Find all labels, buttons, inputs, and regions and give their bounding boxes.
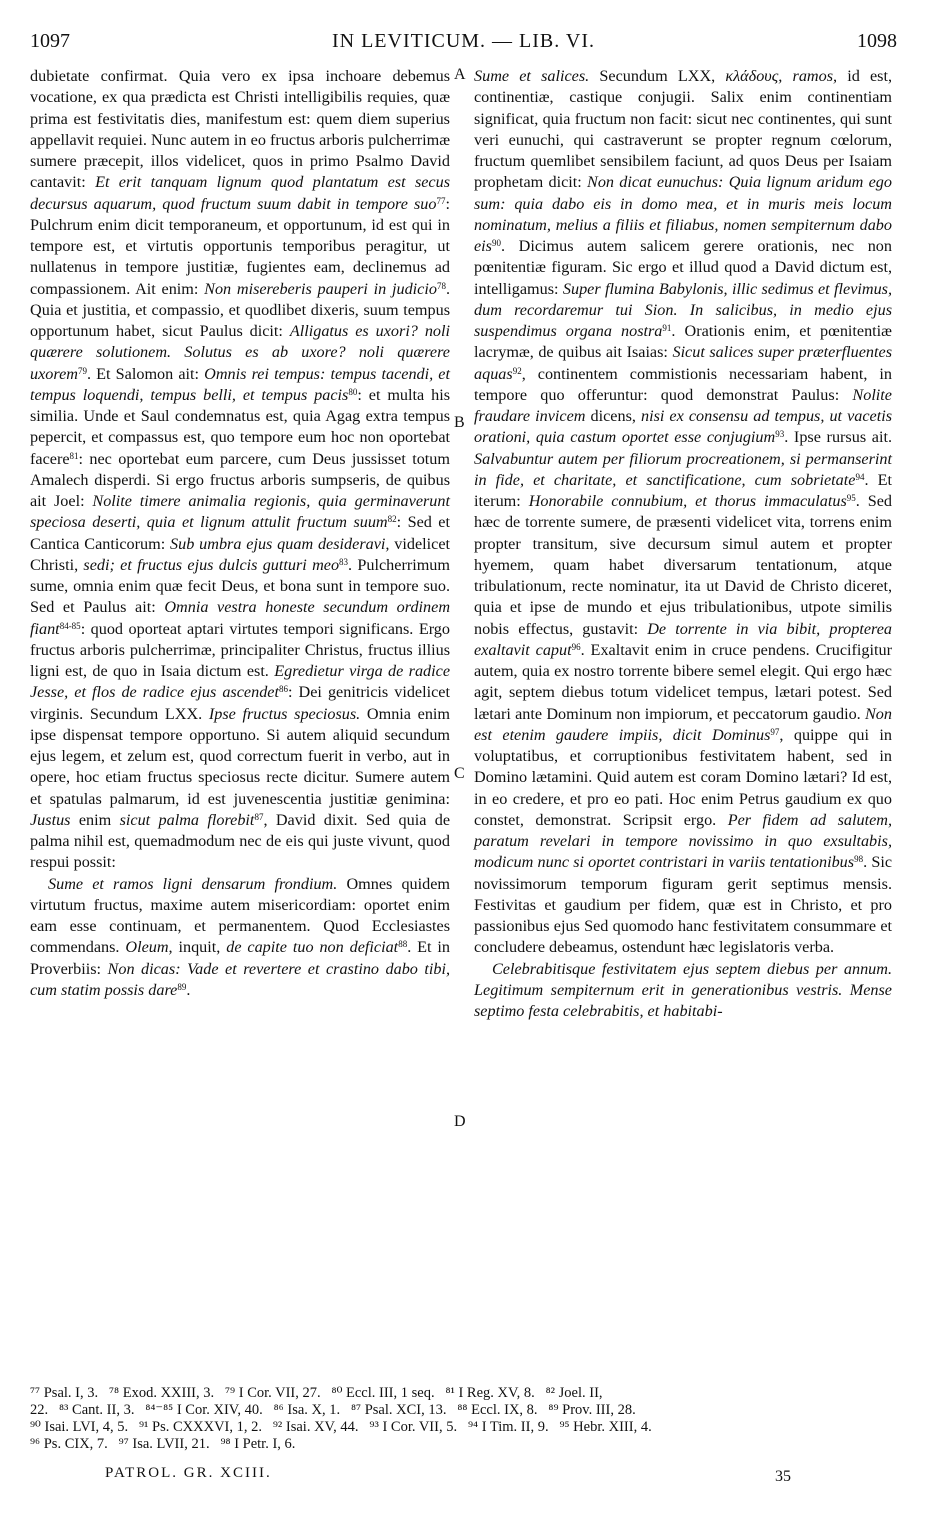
footnote-line: 22. ⁸³ Cant. II, 3. ⁸⁴⁻⁸⁵ I Cor. XIV, 40. ⁸⁶ Isa. X, 1. ⁸⁷ Psal. XCI, 13. ⁸⁸ Eccl. IX, 8. ⁸⁹ Prov. III, 28. — [30, 1402, 636, 1418]
text-span: enim — [78, 810, 112, 829]
quote: Sicut salices super præterfluentes aquas — [474, 343, 892, 383]
text-span: id est, continentiæ, castique conjugii. Salix enim continentiam significat, quia fructum non facit: sicut nec continentes, qui sunt veri eunuchi, qui castraverunt se propter regnum cœlorum, fructum quemlibet sensibilem faciunt, ad quos Deus per Isaiam prophetam dicit: — [474, 67, 893, 192]
footnote-ref: 92 — [512, 365, 522, 376]
text-span: inquit, — [178, 938, 221, 957]
quote: Honorabile connubium, et thorus immaculatus — [528, 492, 847, 510]
footnote-ref: 81 — [69, 450, 79, 461]
text-span: Secundum LXX, — [599, 67, 716, 85]
footnote-ref: 80 — [348, 386, 358, 397]
paragraph — [474, 959, 892, 1023]
footnote-ref: 97 — [770, 726, 780, 737]
quote: Non est etenim gaudere impiis, dicit Dominus — [474, 704, 892, 744]
quote: Justus — [30, 810, 71, 829]
paragraph — [30, 66, 450, 874]
text-span: . Et iterum: — [474, 470, 892, 510]
quote: de capite tuo non deficiat — [226, 938, 399, 957]
footnote-ref: 98 — [854, 854, 864, 865]
text-span: . Orationis enim, et pœnitentiæ lacrymæ, de quibus ait Isaias: — [474, 322, 892, 362]
quote: Nolite fraudare invicem — [474, 385, 892, 425]
text-span: . Exaltavit enim in cruce pendens. Crucifigitur autem, quia ex nostro torrente bibere semel elegit. Qui ergo hæc agit, septem diebus totum videlicet tempus, lætari potest. Sed lætari ante Dominum non impiorum, et peccatorum gaudio. — [474, 640, 893, 723]
quote: Et erit tanquam lignum quod plantatum est secus decursus aquarum, quod fructum suum dabit in tempore suo — [30, 173, 451, 213]
quote: Non misereberis pauperi in judicio — [204, 279, 437, 298]
column-number-right: 1098 — [857, 30, 897, 52]
footnote-ref: 90 — [491, 238, 501, 248]
quote: Ipse fructus speciosus. — [208, 704, 361, 723]
page-number: 35 — [775, 1468, 791, 1485]
footnote-ref: 93 — [775, 429, 785, 440]
text-span: Omnes quidem virtutum fructus, maxime autem misericordiam: oportet enim eam esse continuam, et permanentem. Quod Ecclesiastes commendans. — [30, 874, 450, 957]
footnote-ref: 96 — [571, 641, 581, 652]
quote: Per fidem ad salutem, paratum revelari in tempore novissimo in quo exsultabis, modicum nunc si oportet contristari in variis tentationibus — [474, 810, 893, 872]
quote: Sume et salices. — [474, 67, 590, 85]
quote: Omnia vestra honeste secundum ordinem fiant — [30, 598, 451, 638]
footnotes — [30, 1385, 897, 1453]
text-span: . Pulcherrimum sume, omnia enim quæ fecit Deus, et bona sunt in tempore suo. Sed et Paulus ait: — [30, 555, 450, 617]
running-title: IN LEVITICUM. — LIB. VI. — [331, 30, 596, 52]
footnote-ref: 95 — [846, 493, 856, 503]
footnote-ref: 79 — [77, 365, 87, 376]
quote: Omnis rei tempus: tempus tacendi, et tempus loquendi, tempus belli, et tempus pacis — [30, 364, 450, 404]
right-column — [474, 66, 892, 1022]
footnote-ref: 87 — [254, 811, 264, 822]
column-number-left: 1097 — [30, 30, 70, 52]
text-span: . Sic novissimorum temporum figuram gerit septimus mensis. Festivitas et gaudium per fidem, quæ est in Christo, et pro passionibus ejus Sed quomodo hanc festivitatem consummare et concludere debeamus, ostendunt hæc legislatoris verba. — [474, 853, 893, 957]
text-span: , David dixit. Sed quia de palma nihil est, quemadmodum nec de eis qui juste vivunt, quod respui possit: — [30, 810, 451, 872]
paragraph — [30, 874, 450, 1002]
footnote-ref: 78 — [436, 280, 446, 291]
quote: Sume et ramos ligni densarum frondium. — [48, 874, 338, 893]
text-span: dubietate confirmat. Quia vero ex ipsa inchoare debemus vocatione, ex qua prædicta est Christi intelligibilis requies, quæ prima est festivitatis dies, manifestum est: quem diem superius appellavit requiei. Nunc autem in eo fructus arboris pulcherrimæ sumere præcepit, illos videlicet, quos in primo Psalmo David cantavit: — [30, 67, 450, 192]
footnote-ref: 91 — [662, 323, 672, 333]
quote: sedi; et fructus ejus dulcis gutturi meo — [83, 555, 340, 574]
text-span: videlicet Christi, — [30, 534, 451, 574]
text-span: . — [186, 980, 191, 999]
text-span: . Dicimus autem salicem gerere orationis, nec non pœnitentiæ figuram. Sic ergo et illud quod a David dictum est, intelligamus: — [474, 237, 892, 298]
footnote-ref: 88 — [398, 939, 408, 950]
footnote-ref: 77 — [436, 195, 446, 206]
text-span: : nec oportebat eum parcere, cum Deus jussisset totum Amalech disperdi. Si ergo fructus arboris sumpseris, de quibus ait Joel: — [30, 449, 450, 510]
text-span: , quippe qui in voluptatibus, et corruptionibus festivitatem habent, sed in Domino lætamini. Quid autem est coram Domino lætari? Id est, in eo credere, et pro eo pati. Hoc enim Petrus gaudium ex quo constet, demonstrat. Scripsit ergo. — [474, 725, 892, 829]
left-column — [30, 66, 450, 1001]
paragraph — [474, 66, 892, 959]
footnote-line: ⁹⁰ Isai. LVI, 4, 5. ⁹¹ Ps. CXXXVI, 1, 2. ⁹² Isai. XV, 44. ⁹³ I Cor. VII, 5. ⁹⁴ I Tim. II, 9. ⁹⁵ Hebr. XIII, 4. — [30, 1419, 652, 1435]
text-span: : quod oporteat aptari virtutes tempori significans. Ergo fructus arboris pulcherrimæ, principaliter Christus, fructus illius ligni est, de quo in Isaia dictum est. — [30, 619, 450, 680]
text-span: : Pulchrum enim dicit temporaneum, et opportunum, id est qui in tempore est, et virtutis opportunis temporibus peragitur, ut nullatenus in tempore justitiæ, fugientes eam, declinemus ad compassionem. Ait enim: — [30, 194, 450, 298]
quote: Alligatus es uxori? noli quærere solutionem. Solutus es ab uxore? noli quærere uxorem — [30, 322, 451, 383]
text-span: : Dei genitricis videlicet virginis. Secundum LXX. — [30, 683, 450, 723]
footnote-ref: 84-85 — [59, 620, 81, 631]
footnote-ref: 86 — [278, 684, 288, 695]
margin-letter-a: A — [454, 66, 466, 83]
text-span: : Sed et Cantica Canticorum: — [30, 513, 450, 553]
text-span: . Sed hæc de torrente sumere, de præsenti videlicet vita, torrens enim propter transitum, sive decursum simul autem et propter hyemem, quam habet diversarum tentationum, atque tribulationum, recte nominatur, ita ut David de Christo diceret, quia et ipse de mundo et ejus tribulationibus, utpote similis nobis effectus, gustavit: — [474, 492, 893, 638]
text-span: Omnia enim ipse dispensat tempore opportuno. Si autem aliquid secundum ejus legem, et zelum est, quod correctum fuerit in verbo, aut in opere, hoc etiam fructus speciosus recte dicitur. Sumere autem et spatulas palmarum, id est juvenescentia justitiæ genimina: — [30, 704, 450, 808]
quote: Nolite timere animalia regionis, quia germinaverunt speciosa deserti, quia et lignum attulit fructum suum — [30, 492, 450, 532]
quote: Egredietur virga de radice Jesse, et flos de radice ejus ascendet — [30, 662, 451, 702]
signature-mark: PATROL. GR. XCIII. — [105, 1465, 272, 1481]
text-span: . Quia et justitia, et compassio, et quodlibet dixeris, suum tempus opportunum habet, sicut Paulus dicit: — [30, 279, 450, 340]
quote: Super flumina Babylonis, illic sedimus et flevimus, dum recordaremur tui Sion. In salicibus, in medio ejus suspendimus organa nostra — [474, 279, 893, 340]
quote: De torrente in via bibit, propterea exaltavit caput — [474, 619, 892, 659]
footnote-ref: 94 — [855, 471, 865, 482]
footnote-ref: 89 — [177, 981, 187, 992]
margin-letter-c: C — [454, 765, 465, 782]
quote: sicut palma florebit — [119, 810, 255, 829]
quote: Salvabuntur autem per filiorum procreationem, si permanserint in fide, et charitate, et sanctificatione, cum sobrietate — [474, 449, 892, 489]
footnote-line: ⁹⁶ Ps. CIX, 7. ⁹⁷ Isa. LVII, 21. ⁹⁸ I Petr. I, 6. — [30, 1436, 296, 1452]
quote: Non dicat eunuchus: Quia lignum aridum ego sum: quia dabo eis in domo mea, et in muris meis locum nominatum, melius a filiis et filiabus, nomen sempiternum dabo eis — [474, 173, 892, 255]
margin-letter-d: D — [454, 1113, 466, 1130]
text-span: dicens, — [590, 407, 636, 425]
text-span: , continentem commistionis necessariam habent, in tempore quo offeruntur: quod demonstrat Paulus: — [474, 364, 892, 404]
margin-letter-b: B — [454, 414, 465, 431]
quote: Non dicas: Vade et revertere et crastino dabo tibi, cum statim possis dare — [30, 959, 451, 999]
footnote-ref: 82 — [387, 514, 397, 525]
quote: Sub umbra ejus quam desideravi, — [170, 534, 390, 553]
text-span: . Et in Proverbiis: — [30, 938, 451, 978]
page-header — [30, 30, 897, 60]
quote: Oleum, — [125, 938, 173, 957]
footnote-ref: 83 — [339, 556, 349, 567]
text-span: . Et Salomon ait: — [86, 364, 200, 383]
text-span: : et multa his similia. Unde et Saul condemnatus est, quia Agag extra tempus pepercit, et compassus est, quo tempore eum hoc non oportebat facere — [30, 385, 450, 468]
quote: Celebrabitisque festivitatem ejus septem diebus per annum. Legitimum sempiternum erit in generationibus vestris. Mense septimo festa celebrabitis, et habitabi- — [474, 959, 892, 1020]
text-span: . Ipse rursus ait. — [784, 428, 893, 447]
quote: nisi ex consensu ad tempus, ut vacetis orationi, quia castum oportet esse conjugium — [474, 407, 893, 447]
footnote-line: ⁷⁷ Psal. I, 3. ⁷⁸ Exod. XXIII, 3. ⁷⁹ I Cor. VII, 27. ⁸⁰ Eccl. III, 1 seq. ⁸¹ I Reg. XV, 8. ⁸² Joel. II, — [30, 1385, 603, 1401]
quote: κλάδους, ramos, — [725, 67, 838, 85]
